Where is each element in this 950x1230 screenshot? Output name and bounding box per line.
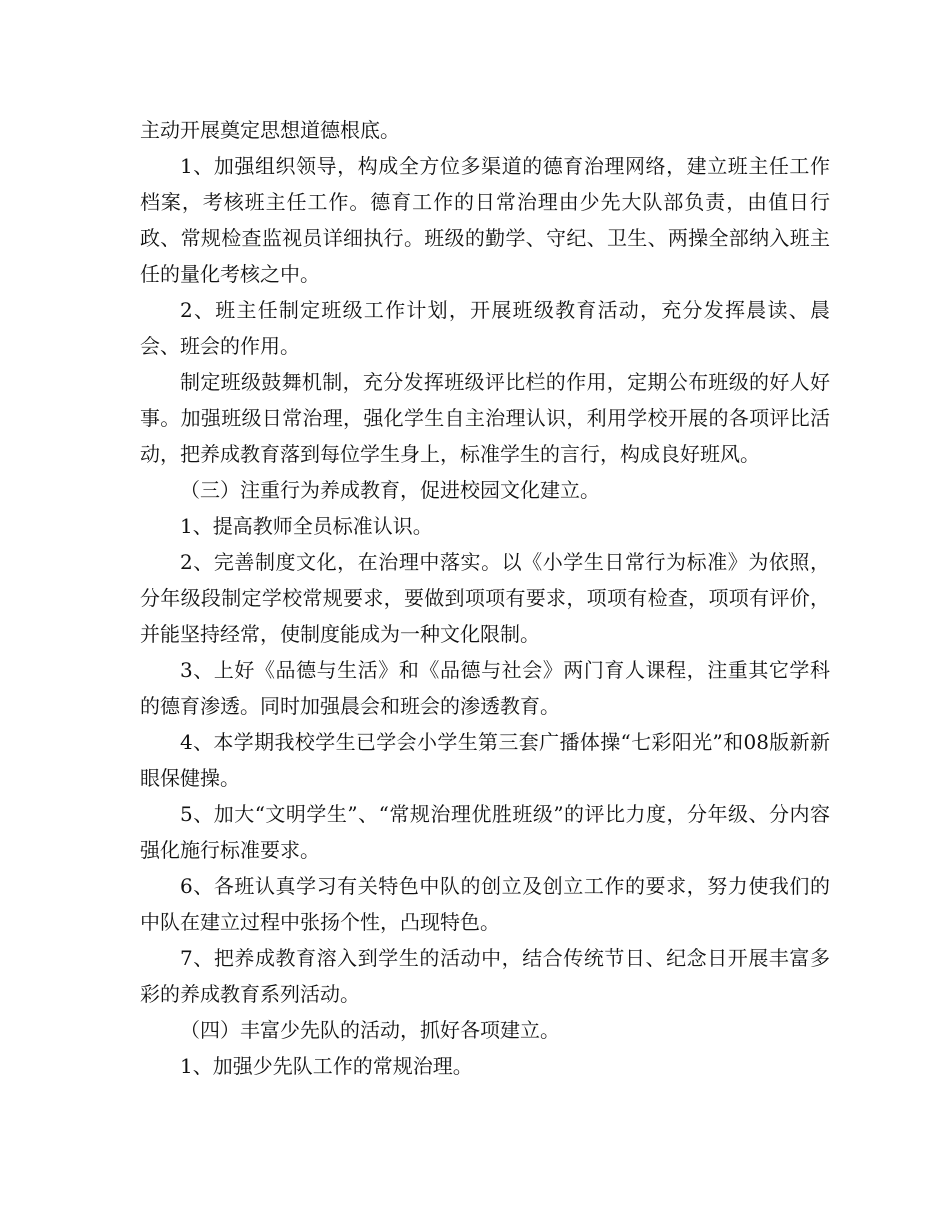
paragraph: 1、提高教师全员标准认识。 — [180, 514, 433, 538]
section-heading: （四）丰富少先队的活动，抓好各项建立。 — [180, 1018, 560, 1042]
document-body — [140, 112, 830, 1084]
paragraph: 7、把养成教育溶入到学生的活动中，结合传统节日、纪念日开展丰富多彩的养成教育系列活动。 — [140, 946, 830, 1006]
paragraph: 制定班级鼓舞机制，充分发挥班级评比栏的作用，定期公布班级的好人好事。加强班级日常治理，强化学生自主治理认识，利用学校开展的各项评比活动，把养成教育落到每位学生身上，标准学生的言行，构成良好班风。 — [140, 370, 830, 466]
paragraph: 主动开展奠定思想道德根底。 — [140, 118, 400, 142]
paragraph: 2、完善制度文化，在治理中落实。以《小学生日常行为标准》为依照，分年级段制定学校常规要求，要做到项项有要求，项项有检查，项项有评价，并能坚持经常，使制度能成为一种文化限制。 — [140, 550, 830, 646]
paragraph: 5、加大“文明学生”、“常规治理优胜班级”的评比力度，分年级、分内容强化施行标准要求。 — [140, 802, 830, 862]
paragraph: 1、加强少先队工作的常规治理。 — [180, 1054, 473, 1078]
paragraph: 2、班主任制定班级工作计划，开展班级教育活动，充分发挥晨读、晨会、班会的作用。 — [140, 298, 830, 358]
section-heading: （三）注重行为养成教育，促进校园文化建立。 — [180, 478, 600, 502]
paragraph: 4、本学期我校学生已学会小学生第三套广播体操“七彩阳光”和08版新新眼保健操。 — [140, 730, 830, 790]
paragraph: 6、各班认真学习有关特色中队的创立及创立工作的要求，努力使我们的中队在建立过程中张扬个性，凸现特色。 — [140, 874, 830, 934]
paragraph: 1、加强组织领导，构成全方位多渠道的德育治理网络，建立班主任工作档案，考核班主任工作。德育工作的日常治理由少先大队部负责，由值日行政、常规检查监视员详细执行。班级的勤学、守纪、卫生、两操全部纳入班主任的量化考核之中。 — [140, 154, 830, 286]
paragraph: 3、上好《品德与生活》和《品德与社会》两门育人课程，注重其它学科的德育渗透。同时加强晨会和班会的渗透教育。 — [140, 658, 830, 718]
